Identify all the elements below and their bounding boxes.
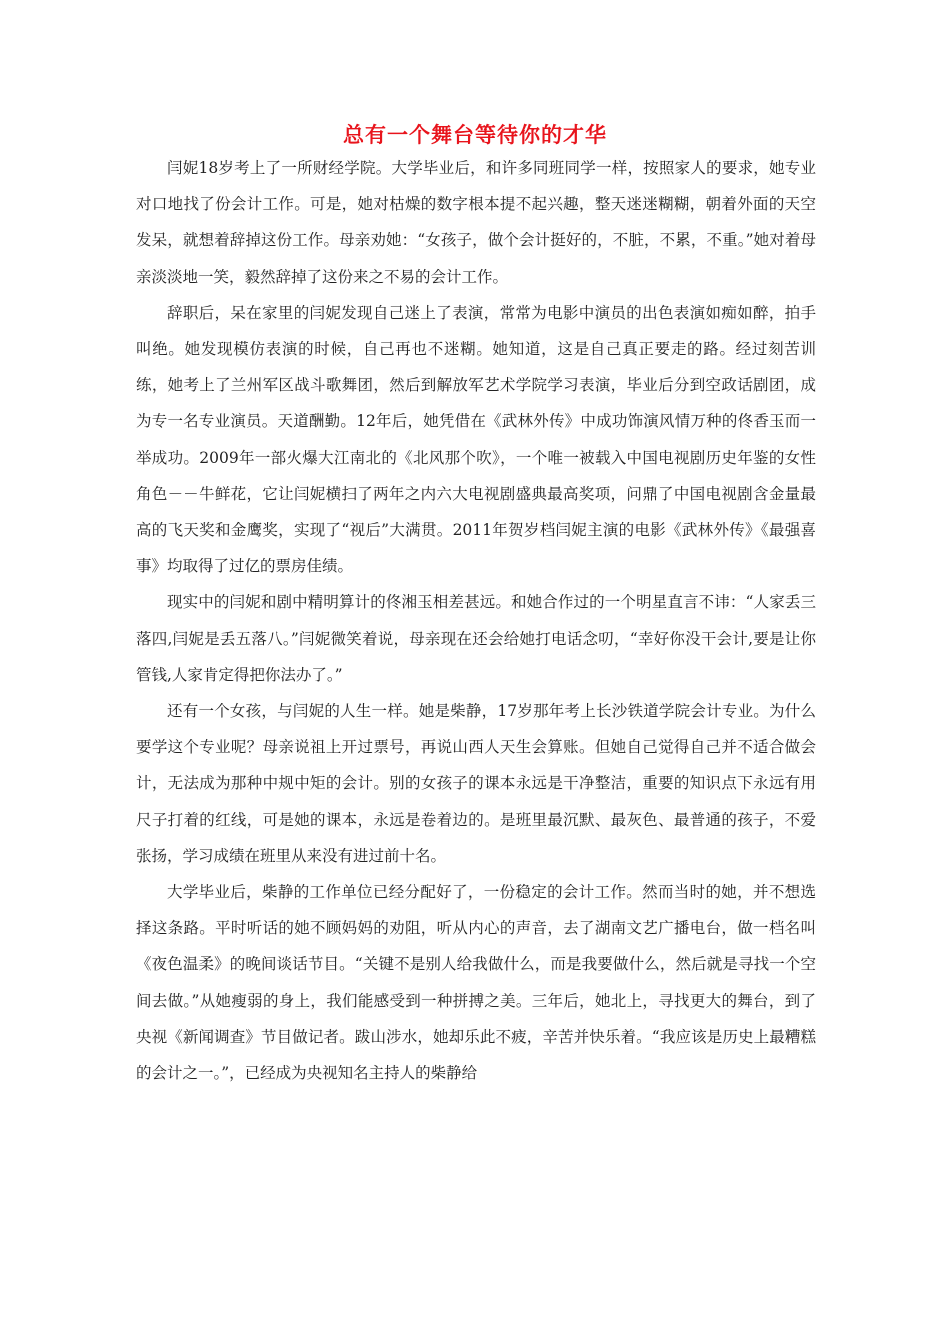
paragraph-4: 还有一个女孩，与闫妮的人生一样。她是柴静，17岁那年考上长沙铁道学院会计专业。为什么要学这个专业呢？母亲说祖上开过票号，再说山西人天生会算账。但她自己觉得自己并不适合做会计，无法成为那种中规中矩的会计。别的女孩子的课本永远是干净整洁，重要的知识点下永远有用尺子打着的红线，可是她的课本，永远是卷着边的。是班里最沉默、最灰色、最普通的孩子，不爱张扬，学习成绩在班里从来没有进过前十名。 [136,702,816,865]
document-title: 总有一个舞台等待你的才华 [343,123,607,147]
paragraph-3: 现实中的闫妮和剧中精明算计的佟湘玉相差甚远。和她合作过的一个明星直言不讳：“人家丢三落四,闫妮是丢五落八。”闫妮微笑着说，母亲现在还会给她打电话念叨，“幸好你没干会计,要是让你管钱,人家肯定得把你法办了。” [136,593,816,684]
paragraph-2: 辞职后，呆在家里的闫妮发现自己迷上了表演，常常为电影中演员的出色表演如痴如醉，拍手叫绝。她发现模仿表演的时候，自己再也不迷糊。她知道，这是自己真正要走的路。经过刻苦训练，她考上了兰州军区战斗歌舞团，然后到解放军艺术学院学习表演，毕业后分到空政话剧团，成为专一名专业演员。天道酬勤。12年后，她凭借在《武林外传》中成功饰演风情万种的佟香玉而一举成功。2009年一部火爆大江南北的《北风那个吹》，一个唯一被载入中国电视剧历史年鉴的女性角色－－牛鲜花，它让闫妮横扫了两年之内六大电视剧盛典最高奖项，问鼎了中国电视剧含金量最高的飞天奖和金鹰奖，实现了“视后”大满贯。2011年贺岁档闫妮主演的电影《武林外传》《最强喜事》均取得了过亿的票房佳绩。 [136,303,816,576]
paragraph-1: 闫妮18岁考上了一所财经学院。大学毕业后，和许多同班同学一样，按照家人的要求，她专业对口地找了份会计工作。可是，她对枯燥的数字根本提不起兴趣，整天迷迷糊糊，朝着外面的天空发呆，就想着辞掉这份工作。母亲劝她：“女孩子，做个会计挺好的，不脏，不累，不重。”她对着母亲淡淡地一笑，毅然辞掉了这份来之不易的会计工作。 [136,159,816,286]
paragraph-5: 大学毕业后，柴静的工作单位已经分配好了，一份稳定的会计工作。然而当时的她，并不想选择这条路。平时听话的她不顾妈妈的劝阻，听从内心的声音，去了湖南文艺广播电台，做一档名叫《夜色温柔》的晚间谈话节目。“关键不是别人给我做什么，而是我要做什么，然后就是寻找一个空间去做。”从她瘦弱的身上，我们能感受到一种拼搏之美。三年后，她北上，寻找更大的舞台，到了央视《新闻调查》节目做记者。跋山涉水，她却乐此不疲，辛苦并快乐着。“我应该是历史上最糟糕的会计之一。”，已经成为央视知名主持人的柴静给 [136,883,816,1083]
document-body [136,150,816,1091]
